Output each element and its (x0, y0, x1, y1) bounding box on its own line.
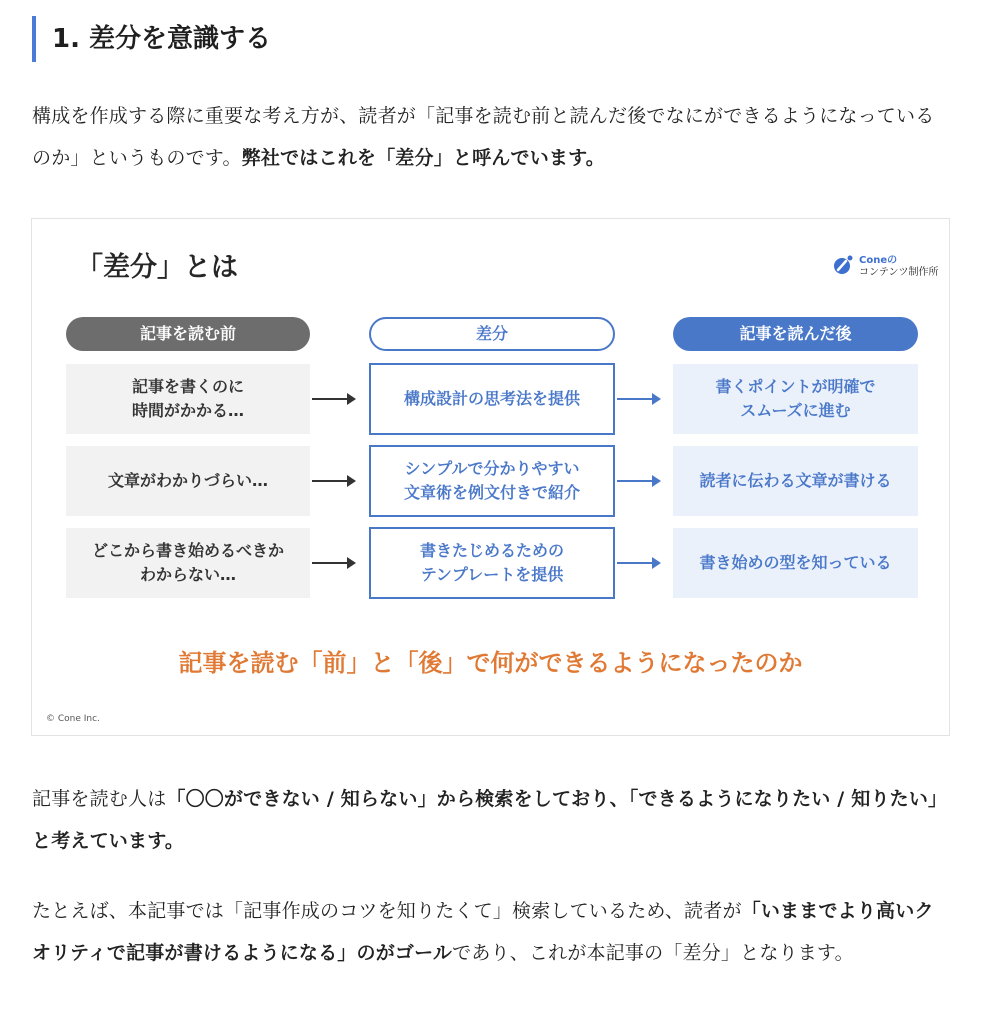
intro-paragraph (32, 95, 950, 179)
diagram-title: 「差分」とは (76, 252, 238, 283)
intro-text: 構成を作成する際に重要な考え方が、読者が「記事を読む前と読んだ後でなにができるようになっているのか」というものです。 (32, 105, 935, 169)
example-text-start: たとえば、本記事では「記事作成のコツを知りたくて」検索しているため、読者が (32, 900, 742, 922)
reader-paragraph (32, 778, 950, 862)
logo-brand: Coneの (859, 255, 898, 266)
example-text-end: であり、これが本記事の「差分」となります。 (452, 942, 854, 964)
before-cell: 文章がわかりづらい… (66, 446, 310, 516)
arrow-right-icon (617, 557, 661, 569)
diagram-summary: 記事を読む「前」と「後」で何ができるようになったのか (178, 649, 803, 677)
logo-sub: コンテンツ制作所 (859, 267, 939, 278)
before-cell: 記事を書くのに 時間がかかる… (66, 364, 310, 434)
intro-bold-text: 弊社ではこれを「差分」と呼んでいます。 (241, 147, 605, 169)
arrow-right-icon (617, 393, 661, 405)
cone-logo (835, 253, 939, 278)
reader-bold-text: 「〇〇ができない / 知らない」から検索をしており、「できるようになりたい / 知りたい」と考えています。 (32, 788, 948, 852)
arrow-right-icon (312, 475, 356, 487)
arrow-right-icon (312, 557, 356, 569)
reader-text: 記事を読む人は (32, 788, 167, 810)
arrow-right-icon (312, 393, 356, 405)
diff-cell: 書きたじめるための テンプレートを提供 (369, 527, 615, 599)
cone-logo-icon (833, 255, 853, 275)
after-cell: 読者に伝わる文章が書ける (673, 446, 918, 516)
example-paragraph (32, 890, 950, 974)
diff-cell: 構成設計の思考法を提供 (369, 363, 615, 435)
diff-diagram (31, 218, 950, 736)
copyright-text: © Cone Inc. (46, 714, 100, 724)
after-cell: 書き始めの型を知っている (673, 528, 918, 598)
example-bold-text: 「いままでより高いクオリティで記事が書けるようになる」のがゴール (32, 900, 934, 964)
section-heading: 1. 差分を意識する (32, 16, 271, 62)
arrow-right-icon (617, 475, 661, 487)
column-header-after: 記事を読んだ後 (673, 317, 918, 351)
column-header-diff: 差分 (369, 317, 615, 351)
before-cell: どこから書き始めるべきか わからない… (66, 528, 310, 598)
after-cell: 書くポイントが明確で スムーズに進む (673, 364, 918, 434)
diff-cell: シンプルで分かりやすい 文章術を例文付きで紹介 (369, 445, 615, 517)
column-header-before: 記事を読む前 (66, 317, 310, 351)
